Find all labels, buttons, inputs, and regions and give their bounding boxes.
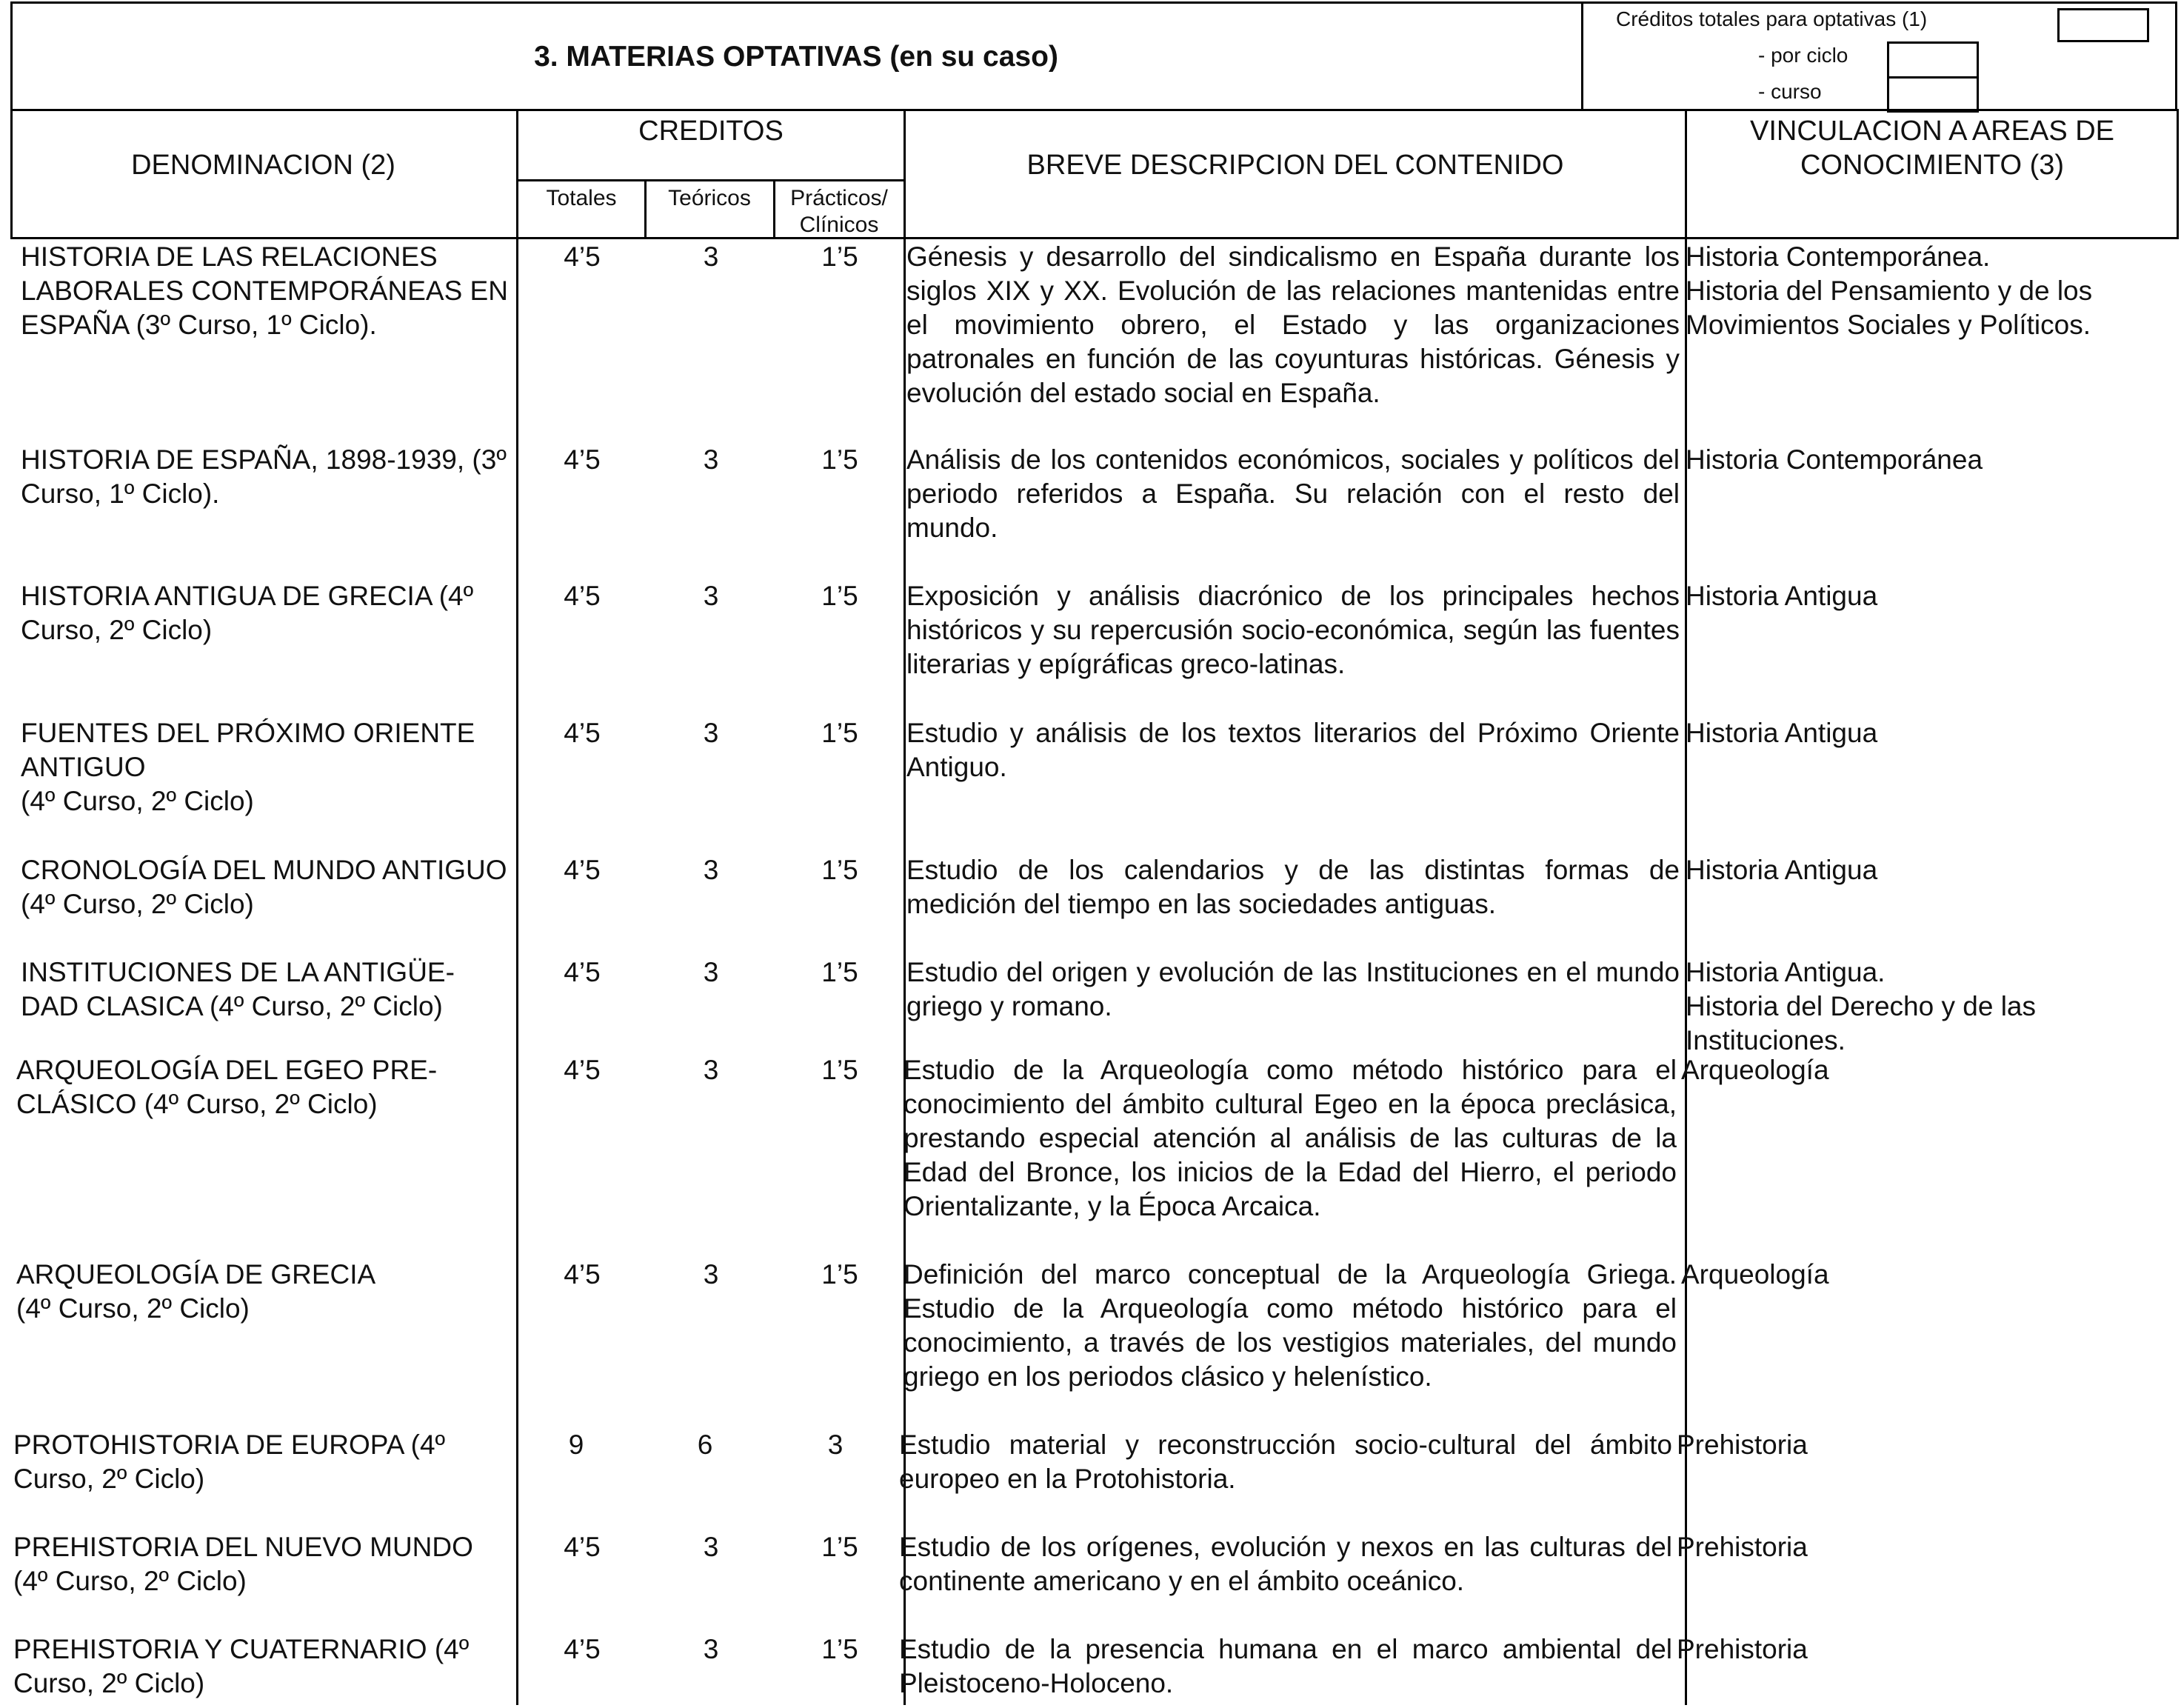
per-cycle-label: - por ciclo <box>1758 44 1848 67</box>
course-name: INSTITUCIONES DE LA ANTIGÜE-DAD CLASICA (4º Curso, 2º Ciclo) <box>21 957 455 1021</box>
header-left-border <box>10 109 13 239</box>
knowledge-areas: Prehistoria <box>1677 1634 1808 1664</box>
credits-total-label: Créditos totales para optativas (1) <box>1616 7 1928 30</box>
credits-total: 4’5 <box>564 957 601 987</box>
course-description: Estudio material y reconstrucción socio-cultural del ámbito europeo en la Protohistoria. <box>899 1430 1672 1494</box>
header-col-divider <box>516 109 518 239</box>
body-col-divider <box>516 237 518 1705</box>
credits-theory: 3 <box>703 241 719 272</box>
course-description: Estudio del origen y evolución de las Instituciones en el mundo griego y romano. <box>906 957 1680 1021</box>
header-top-rule <box>10 109 2179 111</box>
course-name: CRONOLOGÍA DEL MUNDO ANTIGUO (4º Curso, 2º Ciclo) <box>21 855 507 919</box>
credits-practice: 1’5 <box>821 855 858 885</box>
credits-practice: 1’5 <box>821 1259 858 1290</box>
document-page <box>10 1 2179 1705</box>
knowledge-areas: Historia Contemporánea. Historia del Pensamiento y de los Movimientos Sociales y Políticos. <box>1686 241 2093 340</box>
knowledge-areas: Prehistoria <box>1677 1430 1808 1460</box>
credits-theory: 3 <box>703 1634 719 1664</box>
knowledge-areas: Arqueología <box>1681 1055 1829 1085</box>
credits-total: 9 <box>568 1430 584 1460</box>
course-name: HISTORIA DE LAS RELACIONES LABORALES CONTEMPORÁNEAS EN ESPAÑA (3º Curso, 1º Ciclo). <box>21 241 508 340</box>
knowledge-areas: Historia Antigua <box>1686 581 1878 611</box>
course-description: Estudio de la Arqueología como método histórico para el conocimiento del ámbito cultural Egeo en la época preclásica, prestando especial atención al análisis de las culturas de la Edad del Bronce, los inicios de la Edad del Hierro, el periodo Orientalizante, y la Época Arcaica. <box>904 1055 1677 1221</box>
course-name: ARQUEOLOGÍA DEL EGEO PRE-CLÁSICO (4º Curso, 2º Ciclo) <box>16 1055 438 1119</box>
creditos-sub-rule <box>518 179 906 181</box>
credits-theory: 6 <box>697 1430 713 1460</box>
credits-theory: 3 <box>703 957 719 987</box>
col-header-denominacion: DENOMINACION (2) <box>131 150 395 181</box>
course-description: Estudio de los orígenes, evolución y nexos en las culturas del continente americano y en el ámbito oceánico. <box>899 1532 1672 1596</box>
knowledge-areas: Prehistoria <box>1677 1532 1808 1562</box>
credits-practice: 1’5 <box>821 444 858 475</box>
credits-total: 4’5 <box>564 444 601 475</box>
credits-total: 4’5 <box>564 1055 601 1085</box>
credits-practice: 1’5 <box>821 1634 858 1664</box>
course-name: HISTORIA ANTIGUA DE GRECIA (4º Curso, 2º Ciclo) <box>21 581 474 645</box>
course-name: ARQUEOLOGÍA DE GRECIA (4º Curso, 2º Ciclo) <box>16 1259 376 1324</box>
credits-total: 4’5 <box>564 1259 601 1290</box>
section-title: 3. MATERIAS OPTATIVAS (en su caso) <box>534 41 1058 73</box>
credits-practice: 3 <box>827 1430 844 1460</box>
header-col-divider <box>904 109 906 239</box>
credits-total-box <box>2057 8 2149 42</box>
credits-theory: 3 <box>703 444 719 475</box>
course-description: Estudio y análisis de los textos literarios del Próximo Oriente Antiguo. <box>906 718 1680 782</box>
col-header-practicos: Prácticos/ Clínicos <box>790 186 888 237</box>
credits-theory: 3 <box>703 1259 719 1290</box>
course-name: PROTOHISTORIA DE EUROPA (4º Curso, 2º Ciclo) <box>13 1430 446 1494</box>
col-header-creditos: CREDITOS <box>638 116 784 147</box>
course-description: Análisis de los contenidos económicos, sociales y políticos del periodo referidos a España. Su relación con el resto del mundo. <box>906 444 1680 543</box>
header-right-border <box>2177 109 2179 239</box>
header-col-divider <box>1685 109 1687 239</box>
course-description: Estudio de los calendarios y de las distintas formas de medición del tiempo en las sociedades antiguas. <box>906 855 1680 919</box>
header-col-divider <box>773 179 775 238</box>
course-description: Exposición y análisis diacrónico de los principales hechos históricos y su repercusión socio-económica, según las fuentes literarias y epígráficas greco-latinas. <box>906 581 1680 679</box>
knowledge-areas: Arqueología <box>1681 1259 1829 1290</box>
knowledge-areas: Historia Antigua <box>1686 718 1878 748</box>
course-description: Definición del marco conceptual de la Arqueología Griega. Estudio de la Arqueología como método histórico para el conocimiento, a través de los vestigios materiales, del mundo griego en los periodos clásico y helenístico. <box>904 1259 1677 1392</box>
section-header-box <box>10 1 2177 111</box>
credits-practice: 1’5 <box>821 581 858 611</box>
credits-practice: 1’5 <box>821 241 858 272</box>
credits-summary-panel <box>1581 1 2181 111</box>
col-header-descripcion: BREVE DESCRIPCION DEL CONTENIDO <box>1026 150 1564 181</box>
knowledge-areas: Historia Antigua <box>1686 855 1878 885</box>
knowledge-areas: Historia Antigua. Historia del Derecho y de las Instituciones. <box>1686 957 2036 1055</box>
credits-theory: 3 <box>703 855 719 885</box>
course-description: Estudio de la presencia humana en el marco ambiental del Pleistoceno-Holoceno. <box>899 1634 1672 1698</box>
course-name: FUENTES DEL PRÓXIMO ORIENTE ANTIGUO (4º Curso, 2º Ciclo) <box>21 718 475 816</box>
credits-practice: 1’5 <box>821 718 858 748</box>
course-description: Génesis y desarrollo del sindicalismo en España durante los siglos XIX y XX. Evolución de las relaciones mantenidas entre el movimiento obrero, el Estado y las organizaciones patronales en función de las coyunturas históricas. Génesis y evolución del estado social en España. <box>906 241 1680 408</box>
col-header-teoricos: Teóricos <box>668 186 751 210</box>
credits-practice: 1’5 <box>821 1532 858 1562</box>
box-divider <box>1887 76 1979 79</box>
credits-total: 4’5 <box>564 581 601 611</box>
credits-practice: 1’5 <box>821 1055 858 1085</box>
credits-total: 4’5 <box>564 1634 601 1664</box>
course-name: PREHISTORIA DEL NUEVO MUNDO (4º Curso, 2º Ciclo) <box>13 1532 473 1596</box>
credits-total: 4’5 <box>564 1532 601 1562</box>
credits-practice: 1’5 <box>821 957 858 987</box>
course-name: PREHISTORIA Y CUATERNARIO (4º Curso, 2º Ciclo) <box>13 1634 470 1698</box>
credits-theory: 3 <box>703 1055 719 1085</box>
col-header-totales: Totales <box>546 186 617 210</box>
credits-theory: 3 <box>703 718 719 748</box>
credits-theory: 3 <box>703 581 719 611</box>
credits-total: 4’5 <box>564 241 601 272</box>
credits-theory: 3 <box>703 1532 719 1562</box>
course-label: - curso <box>1758 80 1822 103</box>
credits-total: 4’5 <box>564 855 601 885</box>
credits-total: 4’5 <box>564 718 601 748</box>
header-col-divider <box>644 179 647 238</box>
course-name: HISTORIA DE ESPAÑA, 1898-1939, (3º Curso, 1º Ciclo). <box>21 444 507 509</box>
col-header-vinculacion: VINCULACION A AREAS DE CONOCIMIENTO (3) <box>1749 116 2115 181</box>
knowledge-areas: Historia Contemporánea <box>1686 444 1983 475</box>
header-bottom-rule <box>10 237 2179 239</box>
